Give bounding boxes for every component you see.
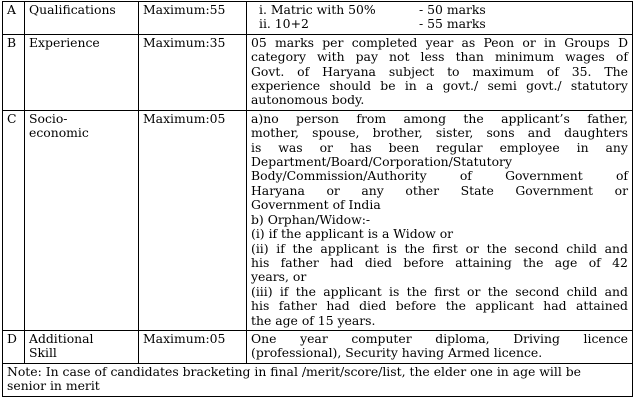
word: 05 — [251, 34, 267, 50]
word: the — [295, 283, 316, 299]
word: child — [566, 283, 598, 299]
word: other — [405, 182, 440, 198]
word: experience — [251, 78, 321, 94]
word: Haryana — [322, 63, 376, 79]
word: or — [465, 240, 479, 256]
word: father — [280, 254, 319, 270]
word: died — [359, 298, 387, 314]
table-row-qualifications — [3, 2, 633, 35]
word: had — [326, 298, 350, 314]
word: govt./ — [526, 78, 562, 94]
description-line — [251, 332, 628, 346]
word: maximum — [472, 63, 534, 79]
word: second — [515, 283, 560, 299]
word: age — [554, 254, 578, 270]
word: Haryana — [251, 182, 305, 198]
word: subject — [388, 63, 435, 79]
qualification-marks: - 50 marks — [419, 2, 486, 17]
word: in — [544, 34, 556, 50]
word: of — [615, 49, 628, 65]
word: of — [588, 254, 601, 270]
word: sons — [486, 125, 515, 141]
maximum-value: Maximum:05 — [139, 110, 247, 330]
description-line — [251, 79, 628, 93]
word: the — [487, 283, 508, 299]
word: diploma, — [435, 330, 490, 346]
word: his — [251, 298, 270, 314]
word: the — [404, 240, 425, 256]
table-row-experience — [3, 34, 633, 110]
word: of — [297, 63, 310, 79]
word: marks — [275, 34, 314, 50]
criterion-label-line: Skill — [29, 345, 57, 361]
word: or — [319, 139, 333, 155]
qualification-marks: - 55 marks — [419, 16, 486, 32]
word: year — [300, 330, 328, 346]
word: among — [403, 110, 447, 126]
word: should — [329, 78, 372, 94]
word: One — [251, 330, 277, 346]
word: was — [278, 139, 303, 155]
word: the — [463, 110, 484, 126]
word: D — [618, 34, 628, 50]
word: if — [279, 283, 289, 299]
note-text — [3, 363, 633, 396]
word: or — [467, 283, 481, 299]
row-letter: C — [3, 110, 25, 330]
word: is — [389, 283, 400, 299]
description-line: b) Orphan/Widow:- — [251, 211, 371, 227]
table-row-additional-skill — [3, 330, 633, 363]
criterion-description — [247, 2, 633, 35]
criterion-description — [247, 110, 633, 330]
criterion-label: Experience — [25, 34, 139, 110]
criterion-label — [25, 110, 139, 330]
word: first — [434, 283, 460, 299]
word: be — [380, 78, 396, 94]
description-line: autonomous body. — [251, 92, 365, 108]
word: attained — [576, 298, 628, 314]
word: The — [604, 63, 628, 79]
criterion-description — [247, 330, 633, 363]
word: before — [395, 298, 437, 314]
row-letter: A — [3, 2, 25, 35]
word: pay — [355, 49, 378, 65]
word: in — [404, 78, 417, 94]
word: father — [278, 298, 317, 314]
table-row-note — [3, 363, 633, 396]
word: minimum — [494, 49, 555, 65]
qualification-label: ii. 10+2 — [259, 16, 309, 32]
word: and — [604, 283, 628, 299]
description-line: Department/Board/Corporation/Statutory — [251, 154, 512, 170]
word: statutory — [570, 78, 628, 94]
description-line: years, or — [251, 269, 307, 285]
word: is — [386, 240, 397, 256]
word: to — [447, 63, 460, 79]
word: as — [461, 34, 476, 50]
word: applicant — [475, 298, 534, 314]
description-line: the age of 15 years. — [251, 312, 376, 328]
word: sister, — [435, 125, 474, 141]
word: per — [322, 34, 344, 50]
maximum-value: Maximum:05 — [139, 330, 247, 363]
word: licence — [583, 330, 628, 346]
word: brother, — [372, 125, 423, 141]
criterion-label: Qualifications — [25, 2, 139, 35]
word: or — [614, 182, 628, 198]
description-line — [251, 242, 628, 256]
word: in — [576, 139, 589, 155]
word: the — [406, 283, 427, 299]
criteria-document — [2, 1, 632, 397]
maximum-value: Maximum:55 — [139, 2, 247, 35]
word: from — [356, 110, 387, 126]
criteria-table — [2, 1, 633, 397]
criterion-label-line: Additional — [29, 330, 94, 346]
word: applicant’s — [501, 110, 570, 126]
word: had — [543, 298, 567, 314]
word: any — [361, 182, 384, 198]
description-line — [251, 126, 628, 140]
qualification-item — [251, 17, 628, 31]
word: than — [455, 49, 484, 65]
word: govt./ — [442, 78, 479, 94]
word: his — [251, 254, 270, 270]
word: the — [445, 298, 466, 314]
word: any — [605, 139, 628, 155]
description-line — [251, 299, 628, 313]
word: category — [251, 49, 306, 65]
description-line — [251, 169, 628, 183]
word: State — [460, 182, 494, 198]
row-letter: D — [3, 330, 25, 363]
note-line: senior in merit — [7, 378, 100, 394]
word: semi — [487, 78, 517, 94]
word: is — [251, 139, 262, 155]
description-line — [251, 112, 628, 126]
word: or — [522, 34, 536, 50]
word: attaining — [455, 254, 512, 270]
description-line — [251, 50, 628, 64]
word: died — [364, 254, 392, 270]
word: employee — [499, 139, 560, 155]
word: not — [389, 49, 410, 65]
description-line — [251, 141, 628, 155]
word: been — [388, 139, 420, 155]
qualification-label: i. Matric with 50% — [259, 2, 376, 17]
description-line — [251, 65, 628, 79]
word: less — [420, 49, 445, 65]
criterion-description — [247, 34, 633, 110]
word: Government — [505, 168, 583, 184]
word: the — [486, 240, 507, 256]
word: father, — [587, 110, 628, 126]
word: a — [426, 78, 434, 94]
word: and — [604, 240, 628, 256]
note-line: Note: In case of candidates bracketing in final /merit/score/list, the elder one in age will be — [7, 363, 581, 379]
word: has — [349, 139, 372, 155]
word: year — [425, 34, 454, 50]
word: and — [527, 125, 552, 141]
word: the — [292, 240, 313, 256]
word: of — [459, 168, 472, 184]
word: child — [566, 240, 597, 256]
word: 42 — [612, 254, 628, 270]
word: regular — [436, 139, 483, 155]
word: (ii) — [251, 240, 269, 256]
word: of — [546, 63, 559, 79]
word: of — [615, 168, 628, 184]
word: Government — [515, 182, 594, 198]
description-line — [251, 285, 628, 299]
qualification-item — [251, 3, 628, 17]
description-line: (i) if the applicant is a Widow or — [251, 226, 454, 242]
word: (iii) — [251, 283, 273, 299]
word: Body/Commission/Authority — [251, 168, 427, 184]
word: if — [276, 240, 285, 256]
criterion-label-line: Socio- — [29, 110, 68, 126]
word: applicant — [320, 240, 379, 256]
word: 35. — [571, 63, 592, 79]
word: Govt. — [251, 63, 285, 79]
maximum-value: Maximum:35 — [139, 34, 247, 110]
criterion-label — [25, 330, 139, 363]
word: second — [514, 240, 559, 256]
table-row-socio-economic — [3, 110, 633, 330]
word: had — [330, 254, 354, 270]
word: before — [403, 254, 444, 270]
word: the — [523, 254, 544, 270]
word: applicant — [323, 283, 382, 299]
word: Groups — [564, 34, 610, 50]
word: daughters — [564, 125, 628, 141]
word: Peon — [483, 34, 515, 50]
criterion-label-line: economic — [29, 125, 89, 141]
word: wages — [565, 49, 605, 65]
description-line: Government of India — [251, 197, 381, 213]
word: or — [326, 182, 340, 198]
word: mother, — [251, 125, 300, 141]
word: completed — [351, 34, 418, 50]
word: person — [296, 110, 340, 126]
word: first — [432, 240, 458, 256]
description-line: (professional), Security having Armed licence. — [251, 345, 543, 361]
description-line — [251, 36, 628, 50]
word: computer — [351, 330, 412, 346]
description-line — [251, 184, 628, 198]
word: a)no — [251, 110, 279, 126]
word: spouse, — [312, 125, 360, 141]
word: with — [317, 49, 345, 65]
row-letter: B — [3, 34, 25, 110]
description-line — [251, 256, 628, 270]
word: Driving — [513, 330, 560, 346]
